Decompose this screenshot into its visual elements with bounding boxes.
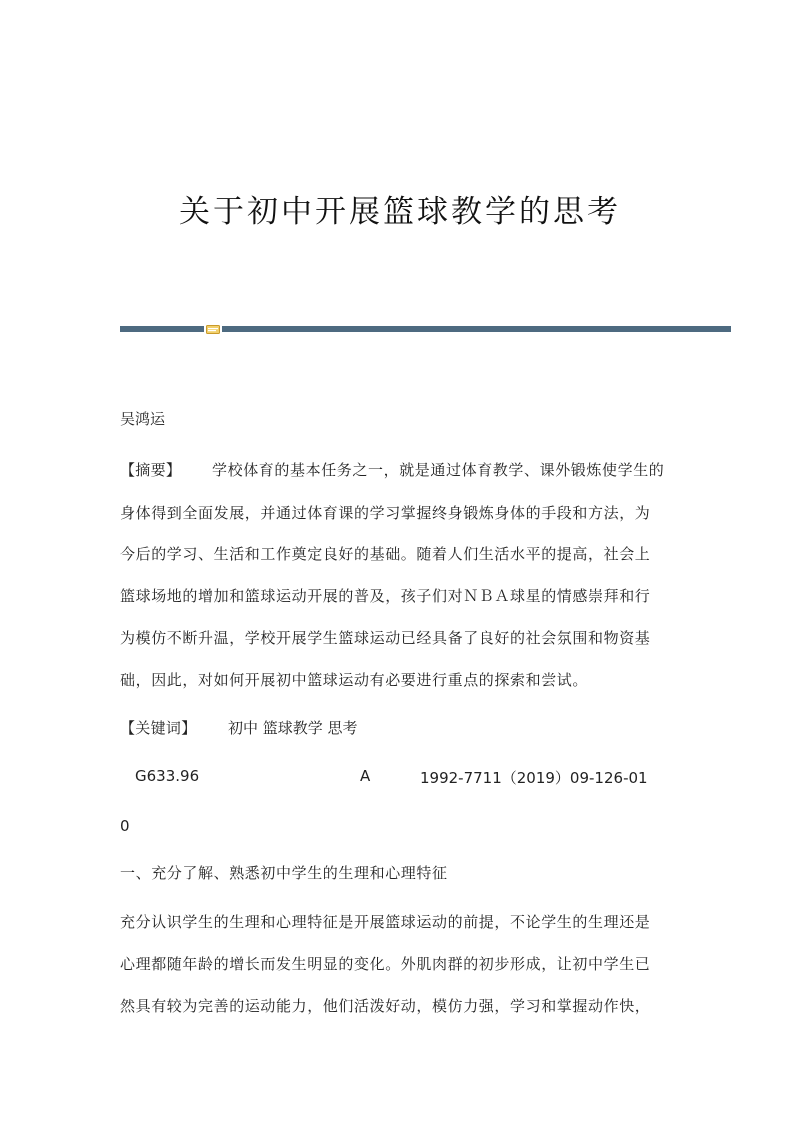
abstract-label: 【摘要】	[120, 461, 182, 479]
abstract-line: 篮球场地的增加和篮球运动开展的普及，孩子们对ＮＢＡ球星的情感崇拜和行	[120, 587, 651, 605]
abstract-line: 今后的学习、生活和工作奠定良好的基础。随着人们生活水平的提高，社会上	[120, 545, 651, 563]
section-line: 心理都随年龄的增长而发生明显的变化。外肌肉群的初步形成，让初中学生已	[120, 955, 651, 973]
keywords-value: 初中 篮球教学 思考	[228, 719, 358, 737]
document-code: A	[360, 767, 371, 785]
classification-trailing: 0	[120, 817, 130, 835]
section-heading: 一、充分了解、熟悉初中学生的生理和心理特征	[120, 864, 448, 882]
author-name: 吴鸿运	[120, 410, 166, 428]
section-line: 充分认识学生的生理和心理特征是开展篮球运动的前提，不论学生的生理还是	[120, 913, 651, 931]
title-divider	[120, 324, 731, 334]
document-title: 关于初中开展篮球教学的思考	[179, 194, 621, 230]
abstract-line: 础，因此，对如何开展初中篮球运动有必要进行重点的探索和尝试。	[120, 671, 589, 689]
abstract-line: 为模仿不断升温，学校开展学生篮球运动已经具备了良好的社会氛围和物资基	[120, 629, 651, 647]
section-line: 然具有较为完善的运动能力，他们活泼好动，模仿力强，学习和掌握动作快，	[120, 997, 651, 1015]
abstract-line: 学校体育的基本任务之一，就是通过体育教学、课外锻炼使学生的	[212, 461, 665, 479]
folder-icon	[206, 324, 220, 334]
keywords-label: 【关键词】	[120, 719, 197, 737]
abstract-line: 身体得到全面发展，并通过体育课的学习掌握终身锻炼身体的手段和方法，为	[120, 504, 651, 522]
article-id: 1992-7711（2019）09-126-01	[420, 769, 648, 787]
divider-bar-right	[222, 326, 731, 332]
clc-number: G633.96	[135, 767, 200, 785]
divider-bar-left	[120, 326, 204, 332]
